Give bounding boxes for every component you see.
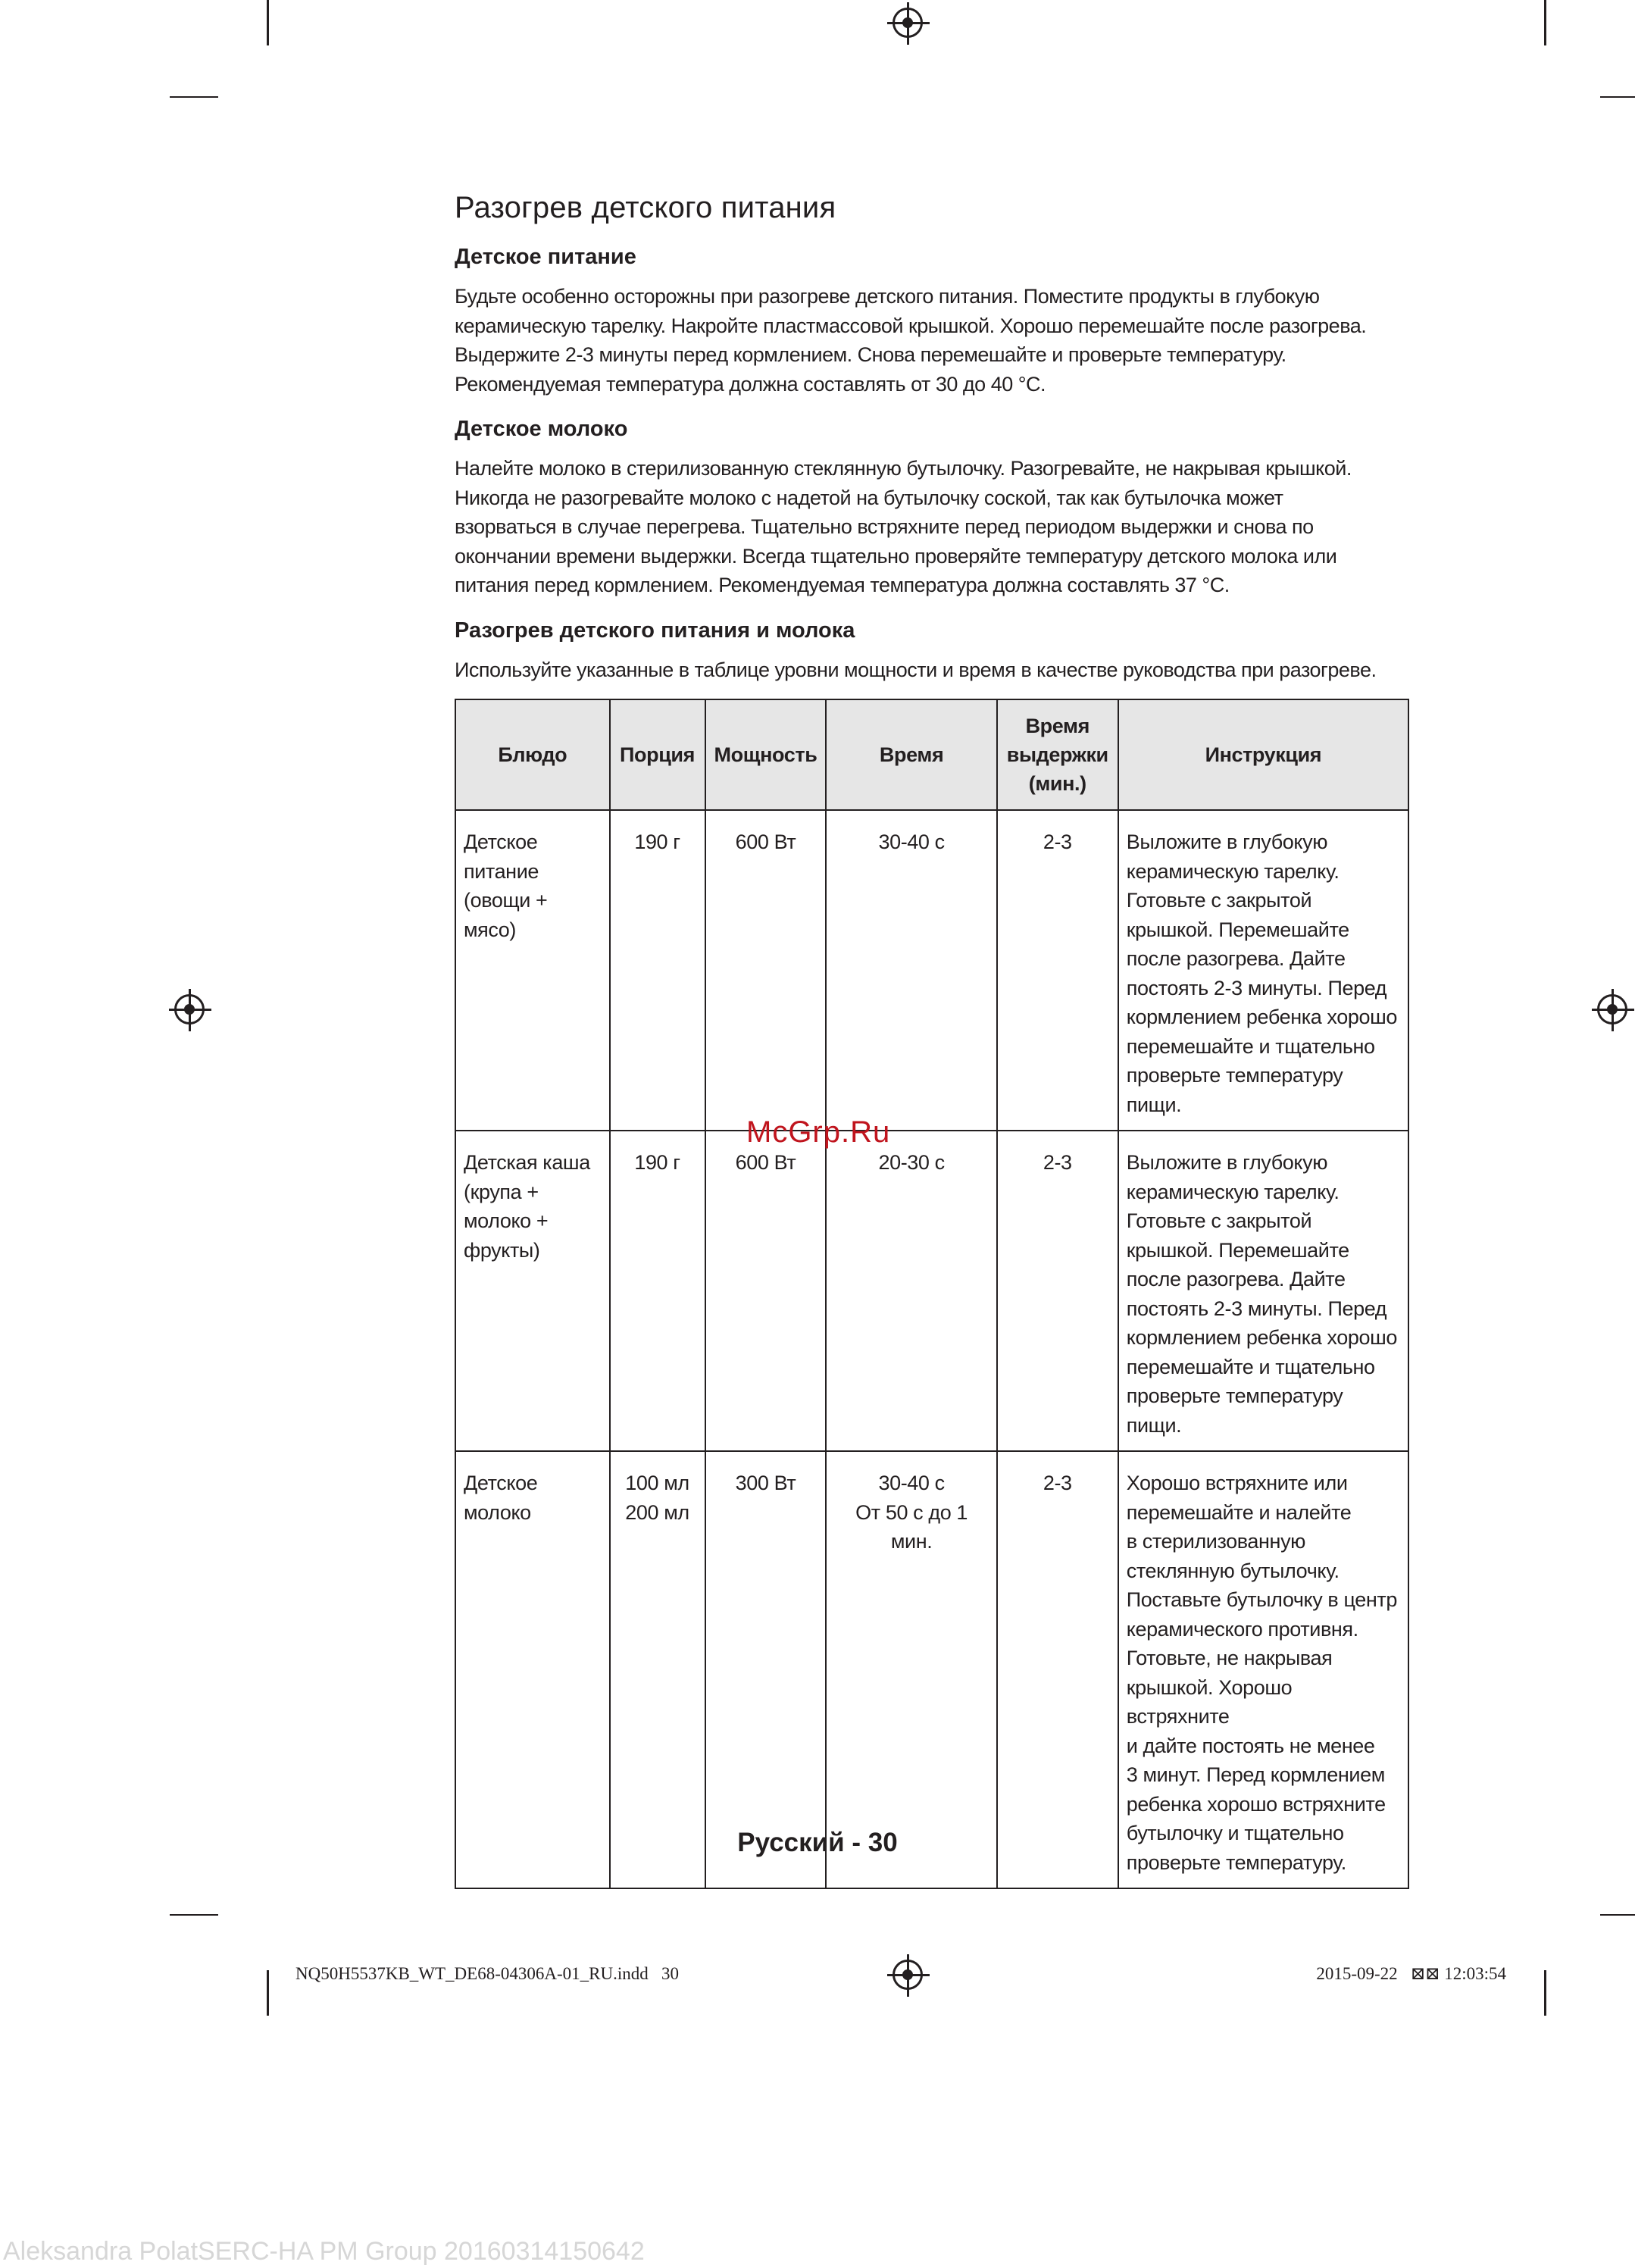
cell-power: 600 Вт — [705, 1131, 827, 1451]
cell-portion: 100 мл 200 мл — [610, 1451, 705, 1888]
header-instruction: Инструкция — [1118, 699, 1408, 810]
cell-power: 300 Вт — [705, 1451, 827, 1888]
crop-mark-top-left-v — [267, 0, 269, 45]
header-dish: Блюдо — [455, 699, 610, 810]
cell-time: 30-40 с От 50 с до 1 мин. — [826, 1451, 996, 1888]
crop-mark-top-right-v — [1544, 0, 1546, 45]
cell-standing-time: 2-3 — [997, 1451, 1118, 1888]
table-row — [455, 1451, 1408, 1888]
site-watermark: McGrp.Ru — [746, 1115, 891, 1149]
cell-dish: Детское молоко — [455, 1451, 610, 1888]
table-header-row — [455, 699, 1408, 810]
cell-dish: Детское питание (овощи + мясо) — [455, 810, 610, 1131]
section-heading-baby-milk: Детское молоко — [455, 417, 628, 441]
crop-mark-top-right-h — [1600, 96, 1635, 98]
cell-standing-time: 2-3 — [997, 1131, 1118, 1451]
cell-instruction: Хорошо встряхните или перемешайте и налейте в стерилизованную стеклянную бутылочку. Поставьте бутылочку в центр керамического противня. Готовьте, не накрывая крышкой. Хорошо встряхните и дайте постоять не менее 3 минут. Перед кормлением ребенка хорошо встряхните бутылочку и тщательно проверьте температуру. — [1118, 1451, 1408, 1888]
crop-mark-bottom-left-v — [267, 1970, 269, 2016]
registration-mark-bottom — [893, 1960, 923, 1990]
page-title: Разогрев детского питания — [455, 191, 836, 224]
crop-mark-bottom-right-h — [1600, 1914, 1635, 1916]
timestamp-slug: 2015-09-22 ⊠⊠ 12:03:54 — [1316, 1964, 1506, 1983]
reheating-guide-table — [455, 699, 1409, 1889]
cell-portion: 190 г — [610, 1131, 705, 1451]
cell-standing-time: 2-3 — [997, 810, 1118, 1131]
crop-mark-top-left-h — [170, 96, 218, 98]
page-number: Русский - 30 — [737, 1828, 898, 1857]
cell-portion: 190 г — [610, 810, 705, 1131]
cell-instruction: Выложите в глубокую керамическую тарелку. Готовьте с закрытой крышкой. Перемешайте после разогрева. Дайте постоять 2-3 минуты. Перед кормлением ребенка хорошо перемешайте и тщательно проверьте температуру пищи. — [1118, 810, 1408, 1131]
cell-power: 600 Вт — [705, 810, 827, 1131]
header-portion: Порция — [610, 699, 705, 810]
section-heading-baby-food: Детское питание — [455, 245, 636, 269]
cell-instruction: Выложите в глубокую керамическую тарелку. Готовьте с закрытой крышкой. Перемешайте после разогрева. Дайте постоять 2-3 минуты. Перед кормлением ребенка хорошо перемешайте и тщательно проверьте температуру пищи. — [1118, 1131, 1408, 1451]
header-standing-time: Время выдержки (мин.) — [997, 699, 1118, 810]
cell-time: 20-30 с — [826, 1131, 996, 1451]
cell-dish: Детская каша (крупа + молоко + фрукты) — [455, 1131, 610, 1451]
section-text-baby-food: Будьте особенно осторожны при разогреве детского питания. Поместите продукты в глубокую керамическую тарелку. Накройте пластмассовой крышкой. Хорошо перемешайте после разогрева. Выдержите 2-3 минуты перед кормлением. Снова перемешайте и проверьте температуру. Рекомендуемая температура должна составлять от 30 до 40 °C. — [455, 285, 1367, 396]
registration-mark-top — [893, 8, 923, 38]
table-row — [455, 1131, 1408, 1451]
header-power: Мощность — [705, 699, 827, 810]
section-heading-reheating: Разогрев детского питания и молока — [455, 618, 855, 643]
cell-time: 30-40 с — [826, 810, 996, 1131]
registration-mark-left — [174, 994, 205, 1025]
registration-mark-right — [1597, 994, 1627, 1025]
header-time: Время — [826, 699, 996, 810]
table-row — [455, 810, 1408, 1131]
crop-mark-bottom-right-v — [1544, 1970, 1546, 2016]
section-text-baby-milk: Налейте молоко в стерилизованную стеклянную бутылочку. Разогревайте, не накрывая крышкой. Никогда не разогревайте молоко с надетой на бутылочку соской, так как бутылочка может взорваться в случае перегрева. Тщательно встряхните перед периодом выдержки и снова по окончании времени выдержки. Всегда тщательно проверяйте температуру детского молока или питания перед кормлением. Рекомендуемая температура должна составлять 37 °C. — [455, 457, 1352, 596]
file-name-slug: NQ50H5537KB_WT_DE68-04306A-01_RU.indd 30 — [295, 1964, 679, 1983]
bottom-watermark: Aleksandra PolatSERC-HA PM Group 20160314150642 — [3, 2237, 645, 2266]
section-text-reheating: Используйте указанные в таблице уровни мощности и время в качестве руководства при разогреве. — [455, 658, 1377, 681]
crop-mark-bottom-left-h — [170, 1914, 218, 1916]
page-content — [455, 191, 1409, 702]
